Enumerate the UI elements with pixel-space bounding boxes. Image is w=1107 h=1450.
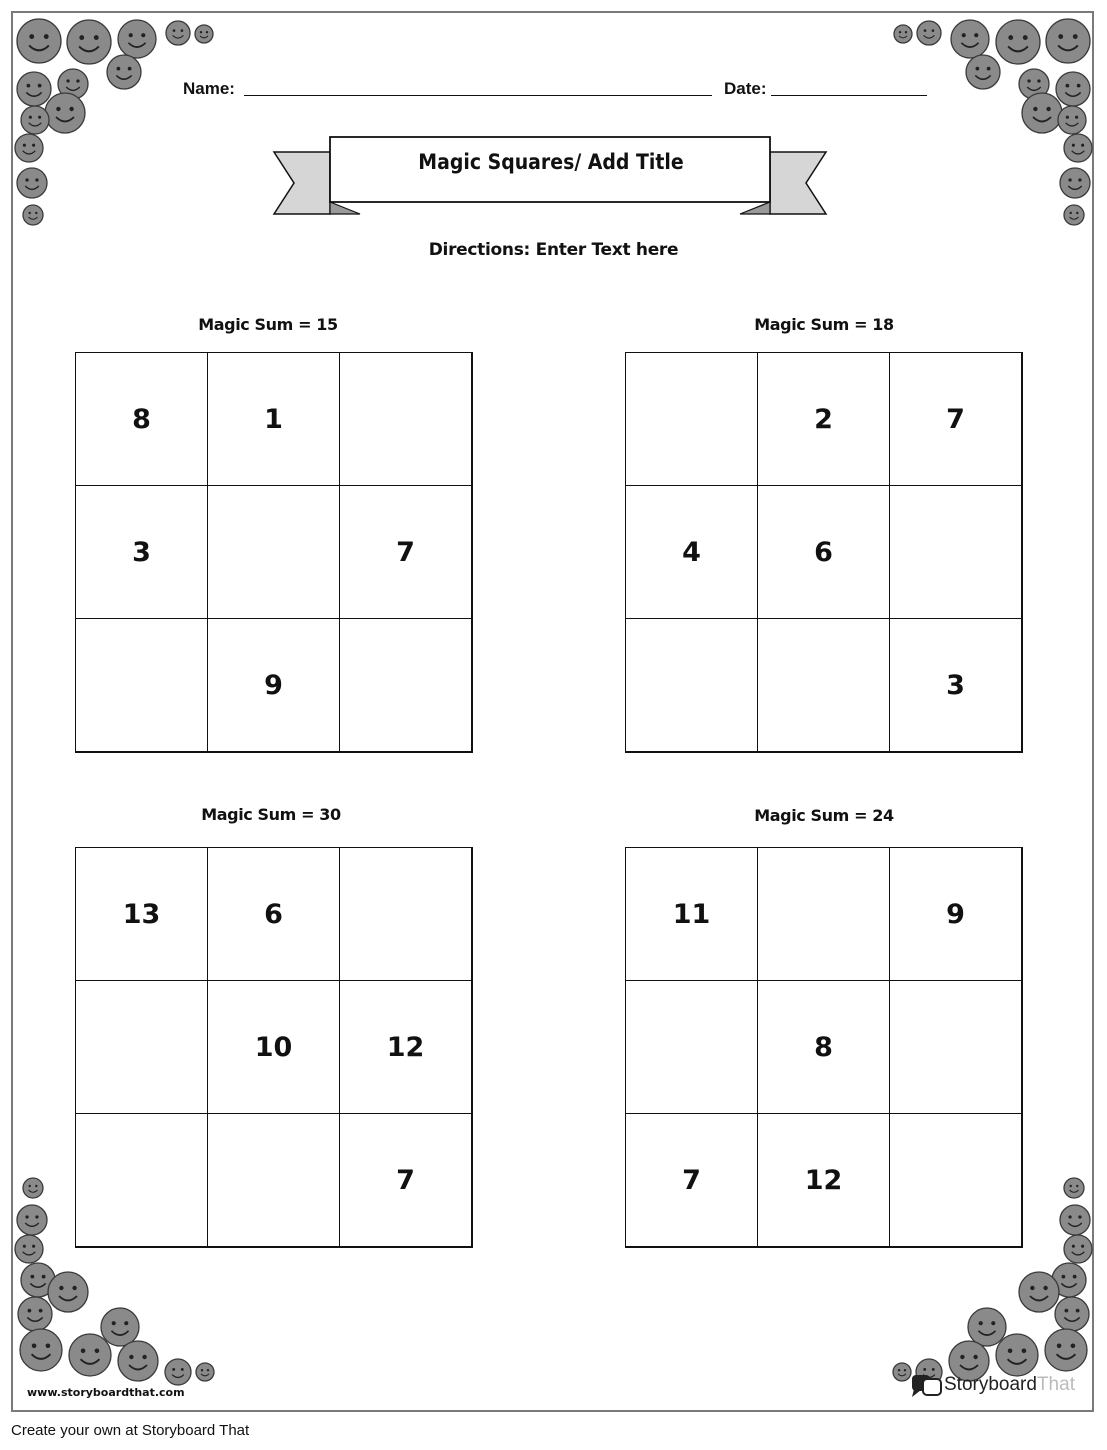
grid-cell[interactable]: 12 — [339, 980, 472, 1114]
grid-cell[interactable]: 8 — [75, 352, 208, 486]
emoji-face-icon — [196, 1363, 214, 1381]
grid-cell[interactable]: 7 — [625, 1113, 758, 1247]
emoji-face-icon — [195, 25, 213, 43]
emoji-face-icon — [1064, 1178, 1084, 1198]
grid-cell[interactable]: 9 — [207, 618, 340, 752]
grid-cell[interactable] — [339, 352, 472, 486]
emoji-face-icon — [17, 72, 51, 106]
grid-cell[interactable] — [625, 352, 758, 486]
emoji-face-icon — [166, 21, 190, 45]
grid-cell[interactable]: 3 — [889, 618, 1022, 752]
grid-cell[interactable]: 6 — [207, 847, 340, 981]
name-label: Name: — [183, 79, 235, 98]
emoji-face-icon — [20, 1329, 62, 1371]
grid-cell[interactable] — [757, 618, 890, 752]
emoji-face-icon — [23, 1178, 43, 1198]
date-label: Date: — [724, 79, 767, 98]
directions-text[interactable]: Directions: Enter Text here — [428, 240, 679, 260]
name-field[interactable] — [244, 95, 712, 96]
corner-faces-top-left — [12, 14, 222, 234]
emoji-face-icon — [165, 1359, 191, 1385]
emoji-face-icon — [118, 1341, 158, 1381]
grid-cell[interactable]: 7 — [339, 1113, 472, 1247]
grid-cell[interactable] — [889, 980, 1022, 1114]
emoji-face-icon — [1019, 1272, 1059, 1312]
emoji-face-icon — [996, 1334, 1038, 1376]
magic-square-grid — [75, 352, 473, 753]
emoji-face-icon — [968, 1308, 1006, 1346]
emoji-face-icon — [23, 205, 43, 225]
grid-cell[interactable] — [207, 1113, 340, 1247]
emoji-face-icon — [966, 55, 1000, 89]
emoji-face-icon — [17, 1205, 47, 1235]
grid-cell[interactable]: 12 — [757, 1113, 890, 1247]
grid-cell[interactable]: 6 — [757, 485, 890, 619]
emoji-face-icon — [893, 1363, 911, 1381]
title-banner — [272, 136, 828, 218]
grid-cell[interactable]: 1 — [207, 352, 340, 486]
grid-cell[interactable] — [75, 980, 208, 1114]
grid-cell[interactable]: 8 — [757, 980, 890, 1114]
grid-cell[interactable] — [889, 485, 1022, 619]
grid-cell[interactable]: 7 — [889, 352, 1022, 486]
emoji-face-icon — [1045, 1329, 1087, 1371]
emoji-face-icon — [101, 1308, 139, 1346]
emoji-face-icon — [917, 21, 941, 45]
logo-text-that: That — [1036, 1374, 1075, 1395]
speech-bubble-icon — [910, 1372, 944, 1398]
emoji-face-icon — [69, 1334, 111, 1376]
grid-cell[interactable] — [625, 618, 758, 752]
magic-square-grid — [625, 352, 1023, 753]
grid-cell[interactable]: 2 — [757, 352, 890, 486]
emoji-face-icon — [15, 134, 43, 162]
grid-cell[interactable] — [625, 980, 758, 1114]
emoji-face-icon — [996, 20, 1040, 64]
emoji-face-icon — [48, 1272, 88, 1312]
emoji-face-icon — [1064, 134, 1092, 162]
footer-url[interactable]: www.storyboardthat.com — [27, 1386, 185, 1399]
magic-square-grid — [625, 847, 1023, 1248]
date-field[interactable] — [771, 95, 927, 96]
emoji-face-icon — [15, 1235, 43, 1263]
emoji-face-icon — [1060, 168, 1090, 198]
grid-cell[interactable] — [757, 847, 890, 981]
create-your-own-link[interactable]: Create your own at Storyboard That — [11, 1422, 250, 1439]
grid-cell[interactable] — [75, 1113, 208, 1247]
magic-sum-label: Magic Sum = 18 — [754, 315, 894, 334]
grid-cell[interactable]: 11 — [625, 847, 758, 981]
emoji-face-icon — [951, 20, 989, 58]
emoji-face-icon — [1058, 106, 1086, 134]
logo-text-storyboard: Storyboard — [944, 1374, 1037, 1395]
magic-sum-label: Magic Sum = 24 — [754, 806, 894, 825]
emoji-face-icon — [1022, 93, 1062, 133]
grid-cell[interactable] — [75, 618, 208, 752]
grid-cell[interactable] — [339, 847, 472, 981]
emoji-face-icon — [18, 1297, 52, 1331]
emoji-face-icon — [107, 55, 141, 89]
worksheet-title[interactable]: Magic Squares/ Add Title — [418, 150, 684, 174]
emoji-face-icon — [45, 93, 85, 133]
magic-sum-label: Magic Sum = 30 — [201, 805, 341, 824]
grid-cell[interactable] — [339, 618, 472, 752]
emoji-face-icon — [118, 20, 156, 58]
grid-cell[interactable]: 10 — [207, 980, 340, 1114]
emoji-face-icon — [1060, 1205, 1090, 1235]
emoji-face-icon — [21, 106, 49, 134]
emoji-face-icon — [1064, 205, 1084, 225]
magic-square-grid — [75, 847, 473, 1248]
grid-cell[interactable]: 4 — [625, 485, 758, 619]
emoji-face-icon — [1064, 1235, 1092, 1263]
emoji-face-icon — [1046, 19, 1090, 63]
grid-cell[interactable]: 9 — [889, 847, 1022, 981]
emoji-face-icon — [17, 168, 47, 198]
grid-cell[interactable]: 7 — [339, 485, 472, 619]
emoji-face-icon — [1055, 1297, 1089, 1331]
emoji-face-icon — [17, 19, 61, 63]
emoji-face-icon — [1056, 72, 1090, 106]
magic-sum-label: Magic Sum = 15 — [198, 315, 338, 334]
emoji-face-icon — [67, 20, 111, 64]
grid-cell[interactable] — [207, 485, 340, 619]
storyboardthat-logo[interactable] — [910, 1372, 1075, 1398]
grid-cell[interactable]: 13 — [75, 847, 208, 981]
grid-cell[interactable]: 3 — [75, 485, 208, 619]
corner-faces-top-right — [885, 14, 1095, 234]
emoji-face-icon — [894, 25, 912, 43]
grid-cell[interactable] — [889, 1113, 1022, 1247]
